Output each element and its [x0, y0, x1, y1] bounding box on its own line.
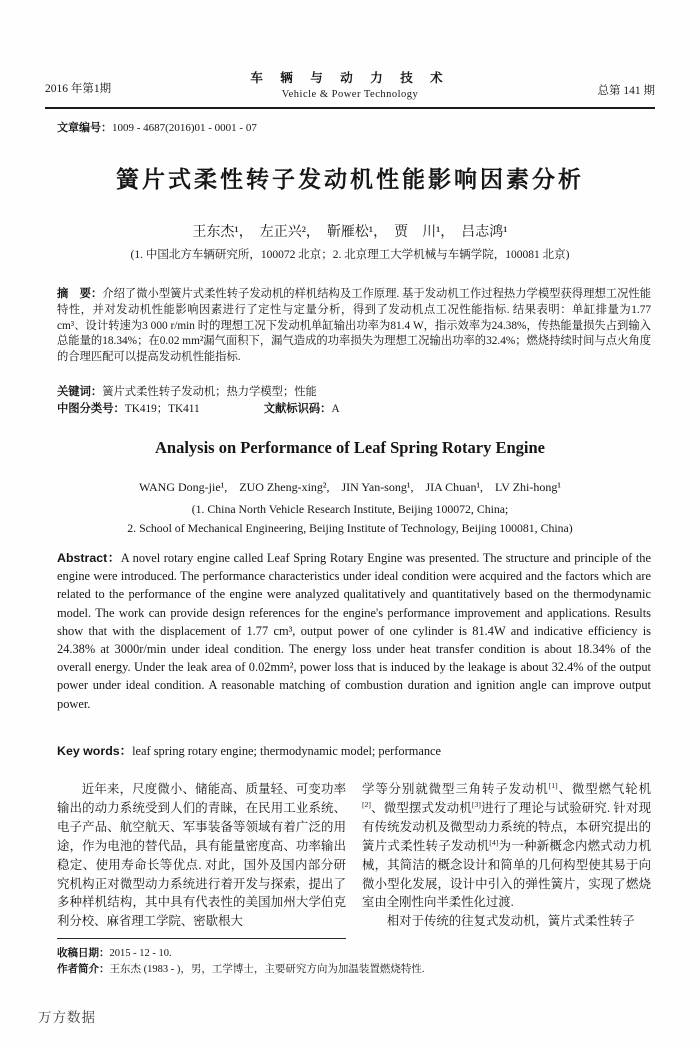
affiliation-en-1: (1. China North Vehicle Research Institute, Beijing 100072, China;	[191, 502, 509, 516]
doc-code-value: A	[331, 403, 340, 415]
abstract-cn-label: 摘 要：	[57, 288, 103, 300]
keywords-en-line	[57, 741, 651, 759]
affiliation-en-2: 2. School of Mechanical Engineering, Beijing Institute of Technology, Beijing 100081, China)	[127, 521, 573, 535]
body-paragraph-right-2: 相对于传统的往复式发动机，簧片式柔性转子	[386, 914, 635, 929]
journal-title-en: Vehicle & Power Technology	[281, 89, 419, 100]
article-number-value: 1009 - 4687(2016)01 - 0001 - 07	[112, 122, 257, 134]
header-divider	[45, 107, 655, 109]
reference-marker-4: [4]	[489, 837, 499, 847]
doc-code-label: 文献标识码：	[263, 403, 332, 415]
body-text-segment: 为一种新概念内燃式动力机械，其简洁的概念设计和简单的几何构型使其易于向微小型化发展，设计中引入的弹性簧片，实现了燃烧室由全刚性向半柔性化过渡.	[362, 838, 652, 910]
body-left-column	[57, 780, 346, 931]
received-date-label: 收稿日期：	[57, 947, 110, 959]
authors-en: WANG Dong-jie¹, ZUO Zheng-xing², JIN Yan-song¹, JIA Chuan¹, LV Zhi-hong¹	[139, 480, 561, 494]
clc-line	[57, 400, 651, 416]
article-number-line	[57, 119, 257, 135]
received-date-line	[57, 945, 651, 960]
paper-title-cn: 簧片式柔性转子发动机性能影响因素分析	[116, 166, 584, 192]
author-bio-text: 王东杰 (1983 - )，男，工学博士，主要研究方向为加温装置燃烧特性.	[109, 964, 425, 975]
reference-marker-2: [2]	[362, 799, 371, 809]
body-text-segment: 进行了理论与试验研究. 针对现有传统发动机及微型动力系统的特点，本研究提出的簧片式柔性转子发动机	[362, 800, 652, 853]
issue-number-left: 2016 年第1期	[45, 83, 112, 95]
reference-marker-1: [1]	[548, 780, 558, 790]
body-text-segment: 、微型燃气轮机	[557, 782, 652, 796]
issue-number-right: 总第 141 期	[597, 85, 655, 97]
footnote-divider	[57, 938, 346, 939]
keywords-en-text: leaf spring rotary engine; thermodynamic model; performance	[132, 744, 442, 758]
journal-title-block	[195, 68, 505, 100]
doc-code-group	[264, 403, 340, 415]
wanfang-watermark: 万方数据	[38, 1010, 96, 1025]
clc-value: TK419；TK411	[124, 403, 200, 415]
abstract-en-text: A novel rotary engine called Leaf Spring Rotary Engine was presented. The structure and principle of the engine were introduced. The performance characteristics under ideal condition were acquired and the factors which are related to the performance of the engine were analyzed qualitatively and quantitatively based on the thermodynamic model. The work can provide design references for the engine's performance improvement and applications. Results show that with the displacement of 1.77 cm³, output power of one cylinder is 81.4W and indicative efficiency is 24.38% at 3000r/min under ideal condition. The energy loss under heat transfer condition is about 18.34% of the overall energy. Under the leak area of 0.02mm², power loss that is induced by the leakage is about 32.4% of the output power under ideal condition. A reasonable matching of combustion duration and ignition angle can improve output power.	[57, 551, 652, 711]
abstract-cn-text: 介绍了微小型簧片式柔性转子发动机的样机结构及工作原理. 基于发动机工作过程热力学模型获得理想工况性能特性，并对发动机性能影响因素进行了定性与定量分析，得到了发动机点工况性能指标. 结果表明：单缸排量为1.77 cm³、设计转速为3 000 r/min 时的理想工况下发动机单缸输出功率为81.4 W，指示效率为24.38%，传热能量损失占到输入总能量的18.34%；在0.02 mm²漏气面积下，漏气造成的功率损失为理想工况输出功率的32.4%；燃烧持续时间与点火角度的合理匹配可以提高发动机性能指标.	[57, 288, 651, 364]
abstract-en	[57, 549, 651, 713]
affiliation-cn: (1. 中国北方车辆研究所，100072 北京；2. 北京理工大学机械与车辆学院，100081 北京)	[130, 249, 570, 261]
keywords-cn-line	[57, 383, 651, 399]
reference-marker-3: [3]	[471, 799, 481, 809]
author-bio-label: 作者简介：	[57, 963, 110, 975]
journal-title-cn: 车 辆 与 动 力 技 术	[250, 71, 450, 85]
body-paragraph-left: 近年来，尺度微小、储能高、质量轻、可变功率输出的动力系统受到人们的青睐，在民用工业系统、电子产品、航空航天、军事装备等领域有着广泛的用途，作为电池的替代品，具有能量密度高、功率输出稳定、使用寿命长等优点. 对此，国外及国内部分研究机构正对微型动力系统进行着开发与探索，提出了多种样机结构，其中具有代表性的美国加州大学伯克利分校、麻省理工学院、密歇根大	[57, 782, 346, 929]
keywords-en-label: Key words：	[57, 744, 133, 758]
body-right-column	[362, 780, 651, 931]
author-bio-line	[57, 961, 651, 976]
clc-label: 中图分类号：	[57, 403, 125, 415]
journal-header	[45, 68, 655, 100]
keywords-cn-text: 簧片式柔性转子发动机；热力学模型；性能	[102, 386, 317, 398]
paper-title-en: Analysis on Performance of Leaf Spring Rotary Engine	[154, 438, 546, 457]
received-date-value: 2015 - 12 - 10.	[109, 948, 172, 959]
body-text-segment: 、微型摆式发动机	[370, 800, 472, 815]
abstract-en-label: Abstract：	[57, 551, 121, 565]
body-columns	[57, 780, 651, 931]
article-number-label: 文章编号：	[57, 122, 112, 134]
authors-cn: 王东杰¹， 左正兴²， 靳雁松¹， 贾 川¹， 吕志鸿¹	[192, 225, 508, 240]
keywords-cn-label: 关键词：	[57, 386, 103, 398]
abstract-cn	[57, 287, 651, 366]
body-text-segment: 学等分别就微型三角转子发动机	[362, 782, 549, 796]
body-paragraph-right-1	[362, 780, 651, 912]
